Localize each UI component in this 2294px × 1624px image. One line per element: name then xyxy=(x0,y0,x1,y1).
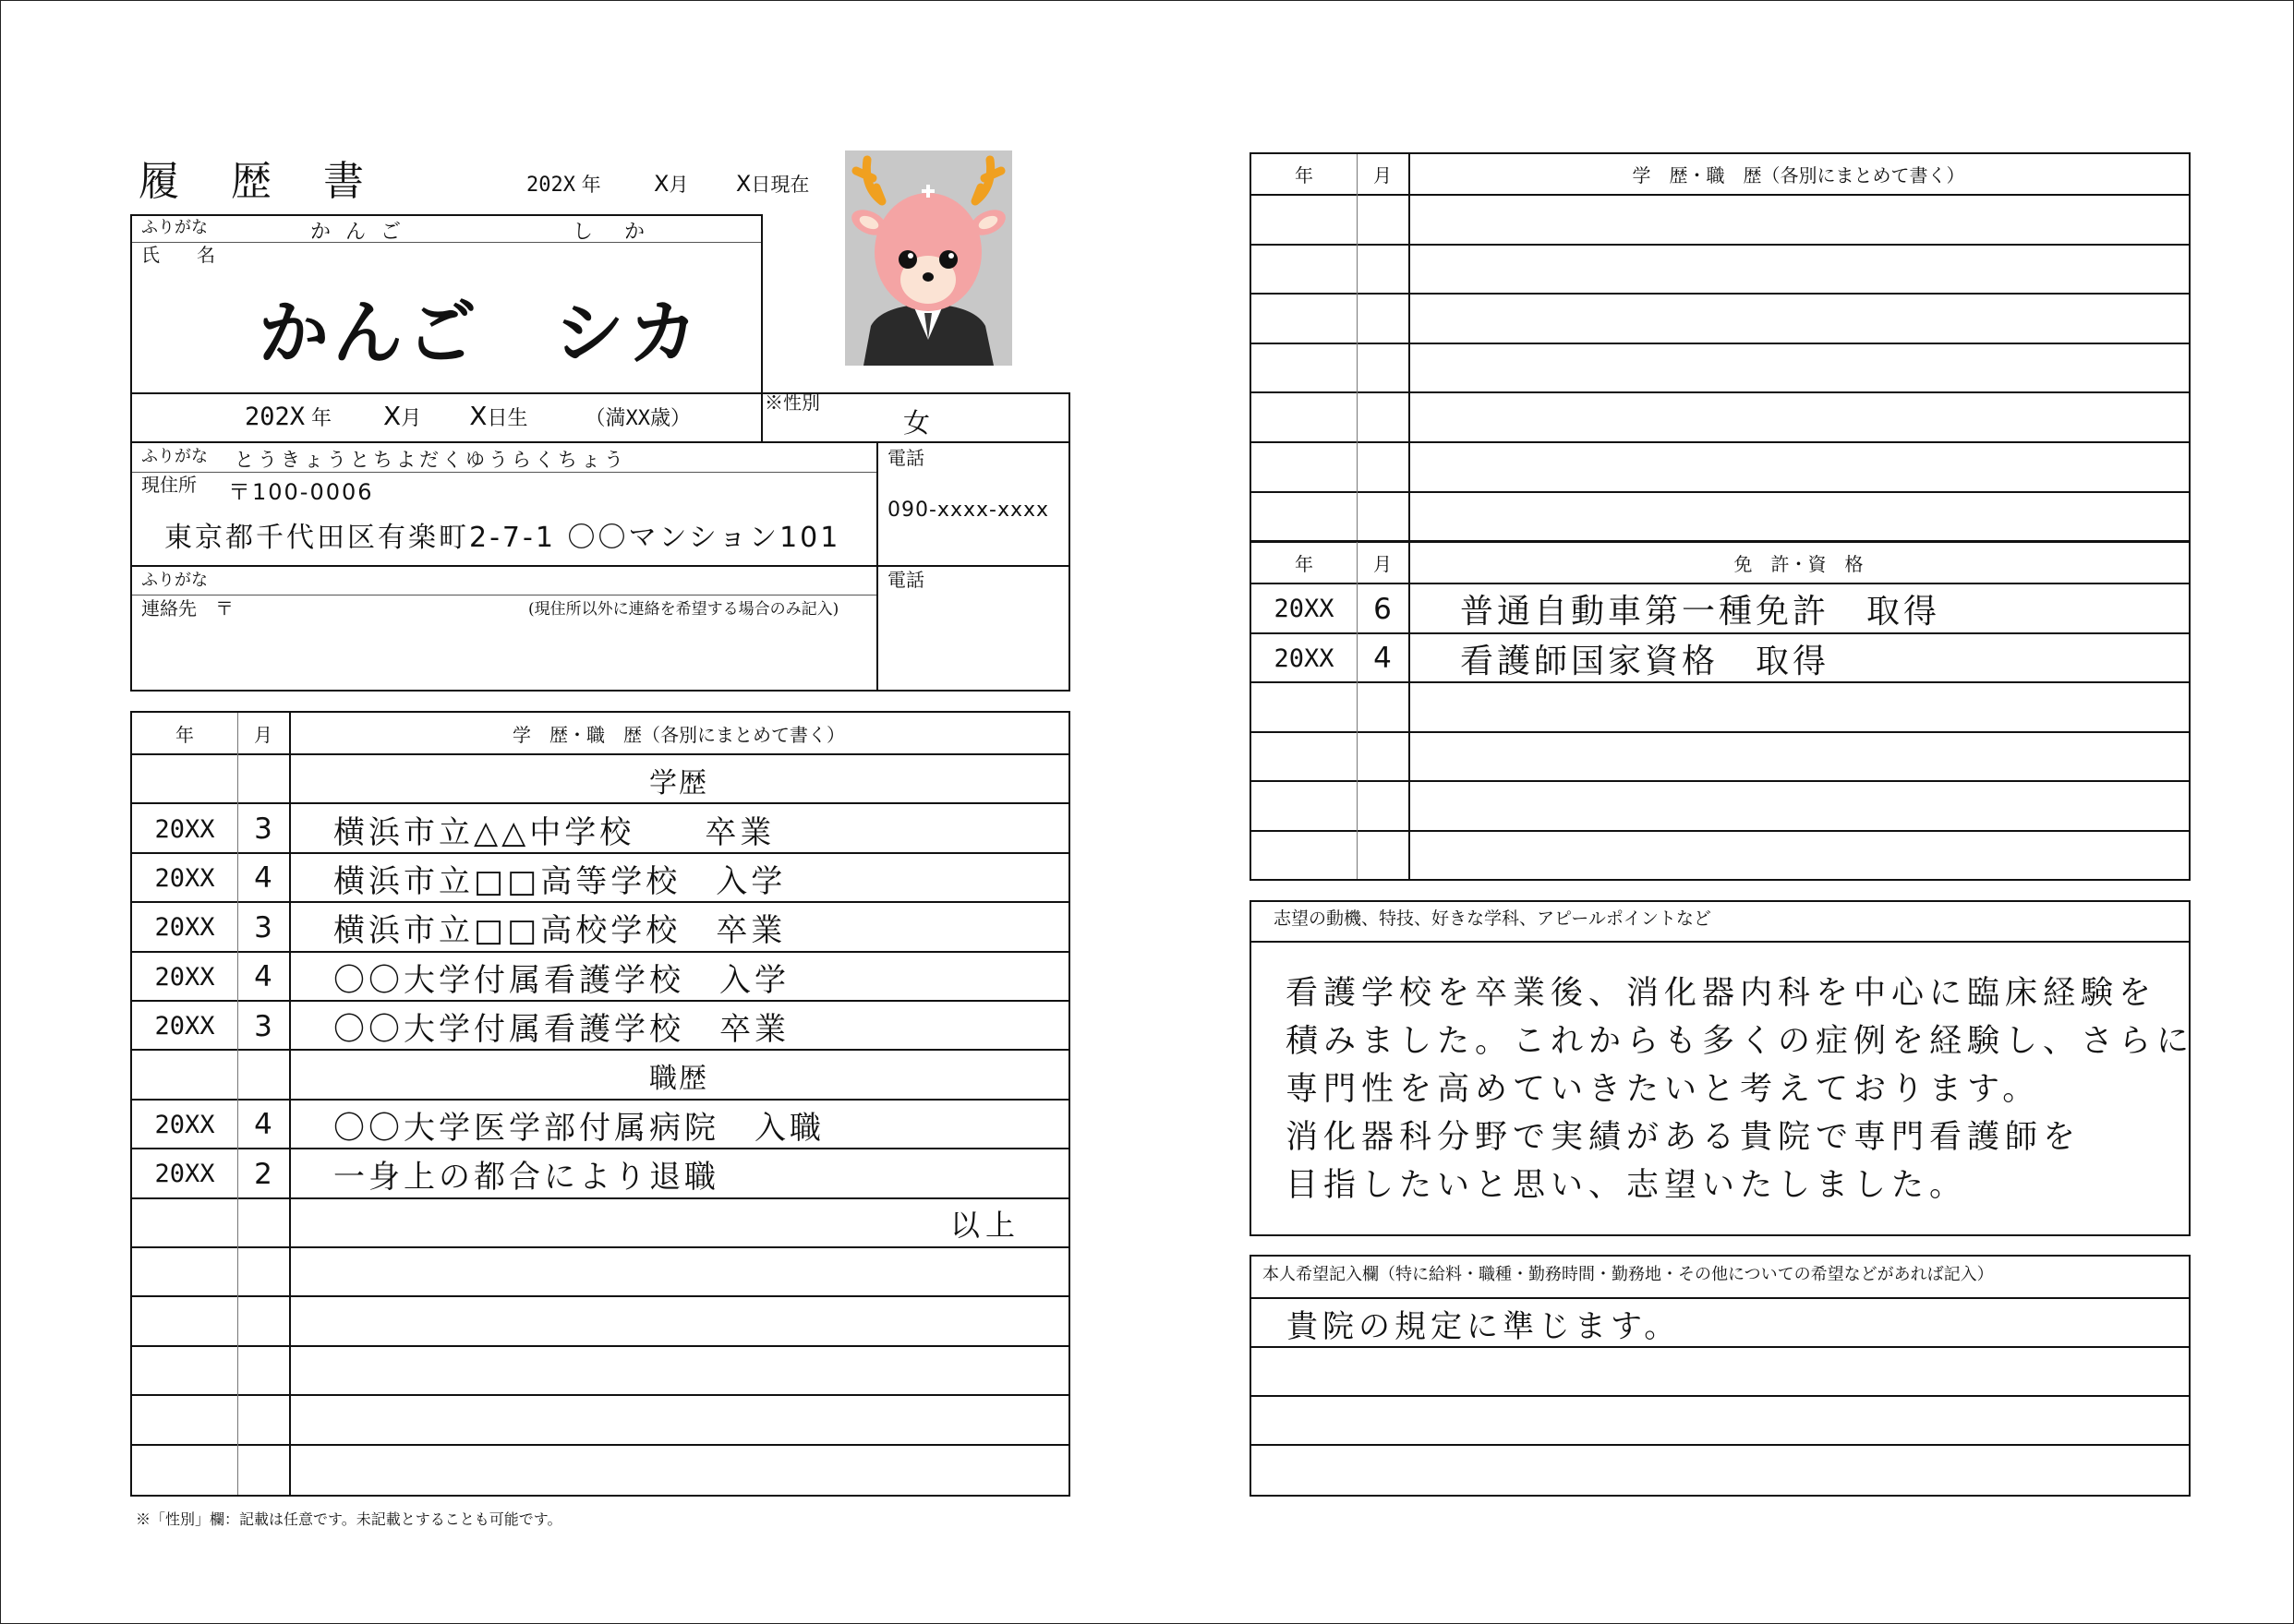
col-header-description: 学 歴・職 歴（各別にまとめて書く） xyxy=(513,723,845,746)
address-phone-label: 電話 xyxy=(887,447,924,469)
gender-footnote: ※「性別」欄：記載は任意です。未記載とすることも可能です。 xyxy=(136,1510,562,1528)
motivation-label: 志望の動機、特技、好きな学科、アピールポイントなど xyxy=(1274,908,1711,929)
end-marker: 以上 xyxy=(949,1208,1020,1244)
motivation-box xyxy=(1250,900,2195,1236)
row-year: 20XX xyxy=(154,814,215,844)
table-row xyxy=(1251,441,2189,493)
table-row xyxy=(132,1246,1069,1297)
table-row xyxy=(1251,343,2189,394)
address-phone: 090-xxxx-xxxx xyxy=(887,499,1050,522)
row-year: 20XX xyxy=(154,913,215,943)
date-day: X xyxy=(735,171,752,197)
table-row xyxy=(132,1444,1069,1495)
row-year: 20XX xyxy=(154,1012,215,1041)
row-year: 20XX xyxy=(154,962,215,992)
wishes-row-line xyxy=(1251,1395,2189,1397)
date-month-unit: 月 xyxy=(669,174,689,196)
row-year: 20XX xyxy=(154,1110,215,1139)
year-month-separator xyxy=(1357,154,1358,541)
table-row xyxy=(132,852,1069,903)
birth-gender-divider xyxy=(761,392,763,444)
table-header-row xyxy=(1251,154,2189,194)
age-close: 歳） xyxy=(649,407,691,430)
row-description: 〇〇大学付属看護学校 卒業 xyxy=(333,1011,790,1049)
table-row xyxy=(1251,391,2189,443)
section-heading: 職歴 xyxy=(649,1063,708,1096)
gender-value: 女 xyxy=(903,407,931,439)
row-month: 4 xyxy=(1373,642,1392,676)
table-row xyxy=(132,901,1069,952)
table-row xyxy=(1251,194,2189,246)
table-row xyxy=(1251,681,2189,733)
motivation-line: 積みました。これからも多くの症例を経験し、さらに xyxy=(1286,1023,2195,1060)
row-description: 横浜市立□□高等学校 入学 xyxy=(333,862,787,900)
address-label: 現住所 xyxy=(141,474,197,496)
row-description: 普通自動車第一種免許 取得 xyxy=(1460,593,1941,632)
age-value: XX xyxy=(625,407,650,430)
age-open: （満 xyxy=(585,407,626,430)
date-month: X xyxy=(654,171,670,197)
row-description: 横浜市立□□高校学校 卒業 xyxy=(333,912,787,950)
motivation-line: 専門性を高めていきたいと考えております。 xyxy=(1286,1071,2041,1108)
name-furigana-family: しか xyxy=(573,221,677,244)
month-description-separator xyxy=(1408,154,1410,541)
birth-day: X xyxy=(469,401,488,431)
month-description-separator xyxy=(289,713,291,1495)
row-description: 〇〇大学医学部付属病院 入職 xyxy=(333,1109,825,1147)
col-header-month: 月 xyxy=(254,723,272,746)
address-postal: 〒100-0006 xyxy=(228,479,374,505)
table-row xyxy=(132,802,1069,853)
motivation-line: 消化器科分野で実績がある貴院で専門看護師を xyxy=(1286,1119,2082,1156)
birth-day-unit: 日生 xyxy=(487,407,528,430)
row-month: 4 xyxy=(254,861,272,896)
date-year: 202X xyxy=(526,174,575,197)
table-row xyxy=(132,1295,1069,1346)
col-header-description: 免 許・資 格 xyxy=(1733,552,1864,575)
wishes-box xyxy=(1250,1255,2191,1497)
row-month: 3 xyxy=(254,812,272,847)
wishes-row-line xyxy=(1251,1346,2189,1348)
wishes-text: 貴院の規定に準じます。 xyxy=(1286,1308,1681,1345)
birth-month: X xyxy=(383,401,402,431)
row-description: 一身上の都合により退職 xyxy=(333,1159,719,1197)
table-row xyxy=(1251,731,2189,783)
contact-furigana-label: ふりがな xyxy=(141,571,208,590)
birth-year: 202X xyxy=(245,403,306,431)
row-month: 3 xyxy=(254,910,272,944)
col-header-description: 学 歴・職 歴（各別にまとめて書く） xyxy=(1632,164,1965,186)
table-row xyxy=(132,1345,1069,1396)
row-year: 20XX xyxy=(1274,595,1334,624)
table-row xyxy=(132,951,1069,1002)
row-year: 20XX xyxy=(154,1160,215,1189)
address-furigana-label: ふりがな xyxy=(141,447,208,466)
licenses-table xyxy=(1250,540,2191,881)
as-of-date xyxy=(526,170,809,198)
table-row xyxy=(1251,491,2189,543)
col-header-month: 月 xyxy=(1373,164,1392,186)
history-continued-table xyxy=(1250,152,2191,543)
name-furigana-label: ふりがな xyxy=(141,218,208,237)
wishes-row-line xyxy=(1251,1444,2189,1446)
motivation-label-divider xyxy=(1251,941,2189,943)
table-header-row xyxy=(132,713,1069,753)
deer-nurse-avatar-icon xyxy=(845,150,1012,366)
row-year: 20XX xyxy=(154,863,215,893)
birth-month-unit: 月 xyxy=(401,407,422,430)
table-row xyxy=(132,1197,1069,1248)
col-header-year: 年 xyxy=(1295,552,1313,575)
name-furigana-given: かんご xyxy=(310,221,417,244)
wishes-row-line xyxy=(1251,1297,2189,1299)
contact-note: (現住所以外に連絡を希望する場合のみ記入) xyxy=(528,600,839,619)
table-row xyxy=(132,1000,1069,1051)
address-contact-divider xyxy=(132,565,1069,567)
address-furigana: とうきょうとちよだくゆうらくちょう xyxy=(235,449,627,471)
row-year: 20XX xyxy=(1274,644,1334,673)
date-day-unit: 日現在 xyxy=(751,174,810,196)
table-row xyxy=(132,1099,1069,1149)
row-description: 〇〇大学付属看護学校 入学 xyxy=(333,961,790,999)
document-title: 履 歴 書 xyxy=(139,158,369,205)
applicant-photo xyxy=(845,150,1012,366)
year-month-separator xyxy=(237,713,238,1495)
address-value: 東京都千代田区有楽町2-7-1 〇〇マンション101 xyxy=(164,522,841,554)
year-month-separator xyxy=(1357,542,1358,879)
gender-label: ※性別 xyxy=(765,391,820,414)
row-month: 4 xyxy=(254,960,272,994)
month-description-separator xyxy=(1408,542,1410,879)
contact-label: 連絡先 〒 xyxy=(141,597,234,620)
applicant-name: かんご シカ xyxy=(259,292,702,374)
table-row xyxy=(132,1394,1069,1445)
motivation-line: 目指したいと思い、志望いたしました。 xyxy=(1286,1167,1968,1204)
table-row xyxy=(132,1049,1069,1100)
row-month: 2 xyxy=(254,1157,272,1191)
contact-phone-label: 電話 xyxy=(887,569,924,591)
table-row xyxy=(1251,632,2189,684)
col-header-month: 月 xyxy=(1373,552,1392,575)
name-label: 氏 名 xyxy=(141,244,215,266)
table-header-row xyxy=(1251,542,2189,583)
table-row xyxy=(132,753,1069,804)
table-row xyxy=(132,1148,1069,1198)
table-row xyxy=(1251,293,2189,344)
row-month: 3 xyxy=(254,1009,272,1043)
birth-date xyxy=(245,401,691,431)
col-header-year: 年 xyxy=(1295,164,1313,186)
table-row xyxy=(1251,830,2189,882)
table-row xyxy=(1251,244,2189,295)
birth-year-unit: 年 xyxy=(311,407,332,430)
wishes-label: 本人希望記入欄（特に給料・職種・勤務時間・勤務地・その他についての希望などがあれば記入） xyxy=(1262,1265,1994,1284)
section-heading: 学歴 xyxy=(649,766,708,800)
motivation-line: 看護学校を卒業後、消化器内科を中心に臨床経験を xyxy=(1286,975,2157,1012)
row-month: 4 xyxy=(254,1108,272,1142)
row-month: 6 xyxy=(1373,592,1392,626)
row-description: 看護師国家資格 取得 xyxy=(1460,642,1830,680)
col-header-year: 年 xyxy=(175,723,194,746)
row-description: 横浜市立△△中学校 卒業 xyxy=(333,813,776,851)
table-row xyxy=(1251,780,2189,832)
education-work-history-table xyxy=(130,711,1070,1497)
table-row xyxy=(1251,583,2189,634)
date-year-unit: 年 xyxy=(581,174,601,196)
